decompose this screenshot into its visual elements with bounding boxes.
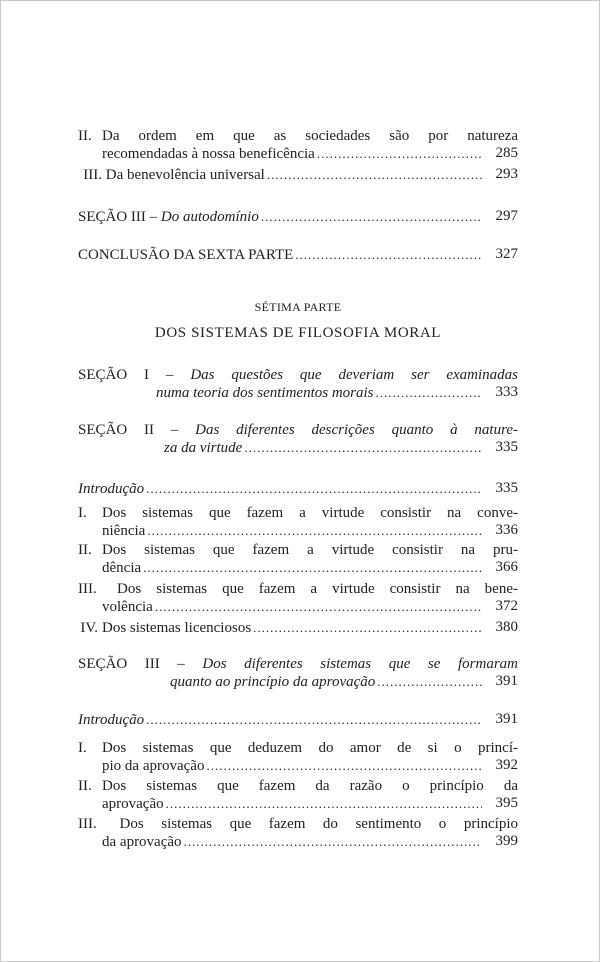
toc-entry-sistema-conveniencia[interactable] — [78, 505, 518, 539]
leader-dots — [147, 522, 482, 539]
entry-title-line2: aprovação — [102, 796, 164, 812]
part-title: DOS SISTEMAS DE FILOSOFIA MORAL — [154, 325, 442, 341]
section-title-line1: Dos diferentes sistemas que se formaram — [202, 656, 519, 672]
entry-title-line1: Dos sistemas que fazem do sentimento o princípio — [119, 816, 518, 832]
page-number: 336 — [495, 522, 518, 538]
toc-entry-secao-iii-sistemas[interactable] — [78, 656, 518, 690]
page-number: 327 — [495, 246, 518, 262]
section-label: SEÇÃO III – — [78, 656, 185, 672]
leader-dots — [155, 598, 482, 615]
entry-title-line1: Dos sistemas que fazem a virtude consistir na conve- — [102, 505, 518, 521]
toc-entry-ordem-sociedades[interactable] — [78, 128, 518, 162]
entry-title: Dos sistemas licenciosos — [102, 620, 252, 636]
toc-entry-introducao-2[interactable] — [78, 711, 518, 728]
entry-title: CONCLUSÃO DA SEXTA PARTE — [78, 247, 294, 263]
leader-dots — [261, 208, 482, 225]
entry-number: III. — [78, 581, 97, 597]
entry-title-line1: Dos sistemas que deduzem do amor de si o princí- — [102, 740, 518, 756]
toc-entry-secao-ii[interactable] — [78, 422, 518, 456]
section-label: SEÇÃO II – — [78, 422, 179, 438]
part-heading: SÉTIMA PARTE — [254, 300, 342, 314]
toc-entry-sistemas-licenciosos[interactable] — [78, 619, 518, 636]
entry-title-line1: Dos sistemas que fazem a virtude consistir na bene- — [117, 581, 518, 597]
page-number: 391 — [495, 711, 518, 727]
entry-number: III. — [78, 816, 97, 832]
leader-dots — [376, 384, 483, 401]
page-number: 392 — [495, 757, 518, 773]
toc-entry-secao-i[interactable] — [78, 367, 518, 401]
entry-title-line1: Da ordem em que as sociedades são por natureza — [102, 128, 518, 144]
entry-title-line2: recomendadas à nossa beneficência — [102, 146, 315, 162]
leader-dots — [166, 795, 482, 812]
toc-entry-sentimento[interactable] — [78, 816, 518, 850]
section-title-line1: Das diferentes descrições quanto à nature- — [195, 422, 519, 438]
section-title: Do autodomínio — [160, 209, 259, 225]
leader-dots — [253, 619, 482, 636]
toc-entry-sistema-benevolencia[interactable] — [78, 581, 518, 615]
leader-dots — [146, 480, 482, 497]
leader-dots — [146, 711, 482, 728]
entry-title-line2: pio da aprovação — [102, 758, 205, 774]
page-number: 395 — [495, 795, 518, 811]
entry-title-line2: dência — [102, 560, 142, 576]
page-number: 380 — [495, 619, 518, 635]
section-label: SEÇÃO III – — [78, 209, 158, 225]
toc-entry-autodominio[interactable] — [78, 208, 518, 225]
toc-entry-sistema-prudencia[interactable] — [78, 542, 518, 576]
leader-dots — [295, 246, 482, 263]
page-number: 297 — [495, 208, 518, 224]
leader-dots — [377, 673, 482, 690]
page-number: 333 — [495, 384, 518, 400]
leader-dots — [206, 757, 482, 774]
toc-entry-razao[interactable] — [78, 778, 518, 812]
toc-entry-amor-de-si[interactable] — [78, 740, 518, 774]
toc-entry-introducao-1[interactable] — [78, 480, 518, 497]
leader-dots — [244, 439, 482, 456]
page-number: 293 — [495, 166, 518, 182]
entry-title-line2: da aprovação — [102, 834, 182, 850]
page-number: 372 — [495, 598, 518, 614]
leader-dots — [317, 145, 482, 162]
entry-number: III. — [83, 167, 102, 183]
entry-number: II. — [78, 542, 92, 558]
entry-title: Introdução — [78, 481, 145, 497]
page-number: 335 — [495, 439, 518, 455]
entry-title-line2: volência — [102, 599, 153, 615]
entry-title-line1: Dos sistemas que fazem da razão o princípio da — [102, 778, 518, 794]
entry-number: II. — [78, 128, 92, 144]
entry-title-line2: niência — [102, 523, 146, 539]
leader-dots — [184, 833, 482, 850]
page-number: 366 — [495, 559, 518, 575]
section-title-line2: za da virtude — [164, 440, 243, 456]
section-title-line2: quanto ao princípio da aprovação — [170, 674, 376, 690]
entry-number: I. — [78, 505, 87, 521]
entry-title: Introdução — [78, 712, 145, 728]
entry-title-line1: Dos sistemas que fazem a virtude consistir na pru- — [102, 542, 518, 558]
entry-number: IV. — [80, 620, 98, 636]
page-number: 391 — [495, 673, 518, 689]
entry-number: I. — [78, 740, 87, 756]
entry-title: Da benevolência universal — [105, 167, 265, 183]
page-number: 399 — [495, 833, 518, 849]
section-label: SEÇÃO I – — [78, 367, 174, 383]
page-number: 285 — [495, 145, 518, 161]
section-title-line2: numa teoria dos sentimentos morais — [156, 385, 374, 401]
leader-dots — [143, 559, 482, 576]
entry-number: II. — [78, 778, 92, 794]
page-number: 335 — [495, 480, 518, 496]
toc-entry-benevolencia-universal[interactable] — [78, 166, 518, 183]
leader-dots — [267, 166, 482, 183]
toc-entry-conclusao[interactable] — [78, 246, 518, 263]
section-title-line1: Das questões que deveriam ser examinadas — [190, 367, 519, 383]
